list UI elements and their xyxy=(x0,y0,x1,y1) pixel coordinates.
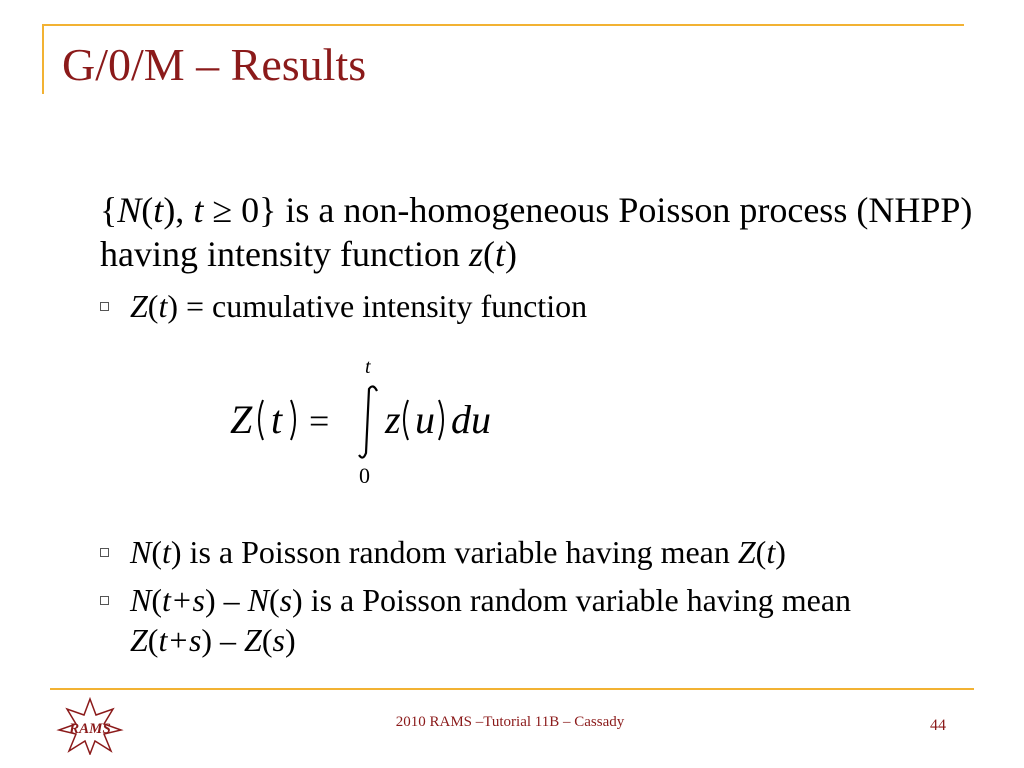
integrand-right-paren xyxy=(439,400,443,440)
frame-top-line xyxy=(42,24,964,26)
page-number: 44 xyxy=(930,717,946,734)
formula-lhs-var: Z xyxy=(230,397,253,442)
bullet-square-icon xyxy=(100,548,109,557)
integrand-left-paren xyxy=(404,400,408,440)
integral-lower-limit: 0 xyxy=(359,463,370,488)
integrand-var: z xyxy=(385,397,401,442)
integrand-arg: u xyxy=(415,397,435,442)
bullet-poisson-mean xyxy=(100,532,970,572)
bullet-text: Z(t) = cumulative intensity function xyxy=(130,288,588,324)
integral-sign xyxy=(359,386,377,457)
bullet-increment-poisson xyxy=(100,580,970,660)
main-paragraph: {N(t), t ≥ 0} is a non-homogeneous Poisson process (NHPP) having intensity function z(t) xyxy=(100,190,973,274)
integral-formula xyxy=(225,355,545,490)
bullet-text: N(t+s) – N(s) is a Poisson random variable having mean Z(t+s) – Z(s) xyxy=(130,582,852,658)
integral-upper-limit: t xyxy=(365,356,371,378)
bullet-cumulative-intensity xyxy=(100,286,970,326)
bullet-text: N(t) is a Poisson random variable having mean Z(t) xyxy=(130,534,786,570)
frame-left-line xyxy=(42,24,44,94)
lhs-left-paren xyxy=(259,400,263,440)
svg-text:RAMS: RAMS xyxy=(69,721,111,737)
bullet-square-icon xyxy=(100,302,109,311)
footer-text: 2010 RAMS –Tutorial 11B – Cassady xyxy=(395,714,625,730)
bullet-square-icon xyxy=(100,596,109,605)
lhs-right-paren xyxy=(291,400,295,440)
footer-separator xyxy=(50,688,974,690)
slide-title: G/0/M – Results xyxy=(62,39,367,90)
rams-logo-icon xyxy=(55,697,125,755)
formula-equals: = xyxy=(309,401,330,441)
formula-lhs-arg: t xyxy=(271,397,283,442)
formula-differential: du xyxy=(451,397,491,442)
